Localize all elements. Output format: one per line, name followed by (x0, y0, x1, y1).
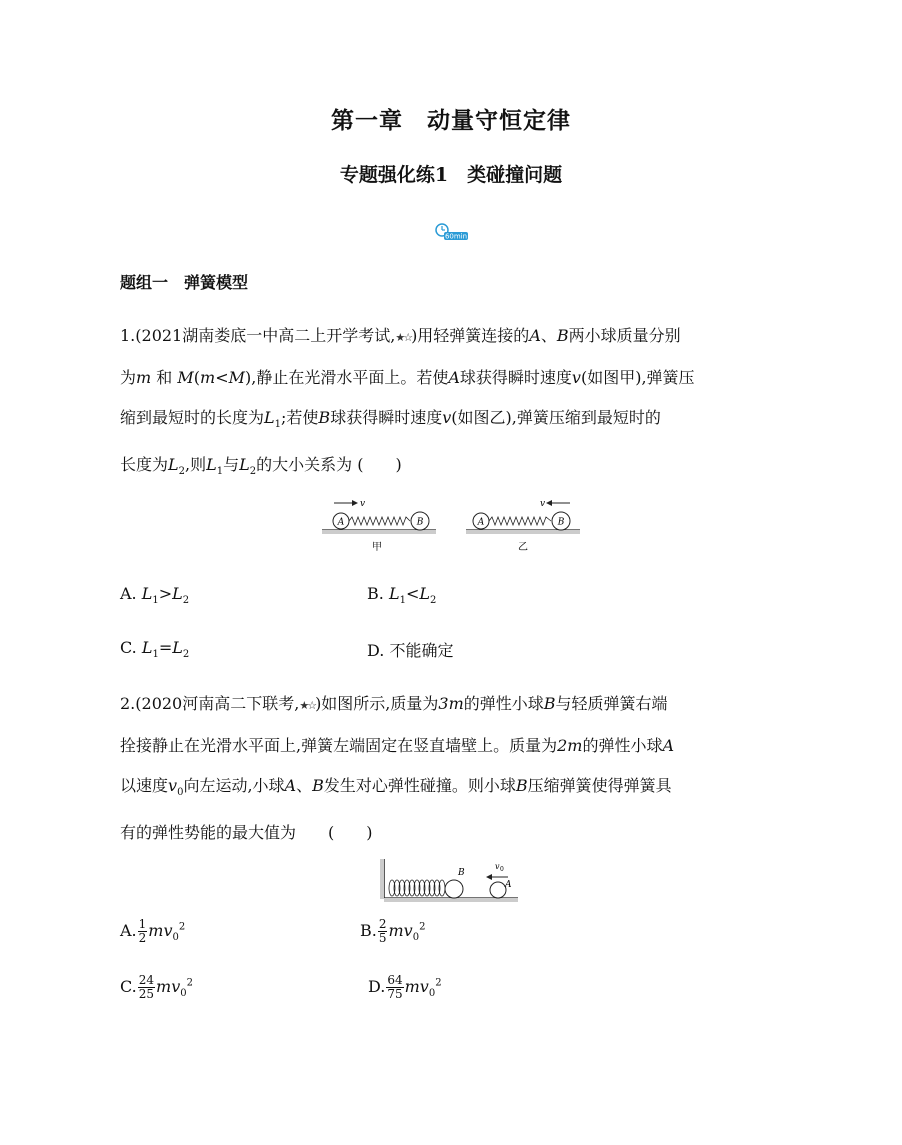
q2-line-4: 有的弹性势能的最大值为 ( ) (120, 823, 373, 843)
section-subtitle: 专题强化练1 类碰撞问题 (339, 164, 563, 186)
timer-badge (435, 222, 469, 244)
q1-option-b[interactable]: B. $L_1<L_2$ (367, 584, 437, 607)
svg-text:B: B (416, 517, 424, 528)
q2-option-d[interactable]: D. $\frac{64}{75}$ $mv_0^2$ (368, 973, 442, 1001)
q2-line-2: 拴接静止在光滑水平面上,弹簧左端固定在竖直墙壁上。质量为2m的弹性小球A (120, 736, 675, 755)
q1-figure (318, 495, 588, 557)
svg-text:A: A (477, 517, 485, 528)
q1-line-4: 长度为$L_2$,则$L_1$与$L_2$的大小关系为 ( ) (120, 455, 402, 478)
svg-text:A: A (505, 880, 512, 890)
q2-option-a[interactable]: A. $\frac{1}{2}$ $mv_0^2$ (120, 917, 186, 945)
timer-text: 60min (444, 232, 468, 240)
figure-yi (466, 499, 580, 553)
q1-option-c[interactable]: C. $L_1=L_2$ (120, 638, 190, 661)
svg-text:v: v (360, 499, 366, 509)
group-title: 题组一 弹簧模型 (120, 273, 249, 292)
figure-label-jia: 甲 (372, 542, 382, 553)
q1-line-2: 为m 和 M(m<M),静止在光滑水平面上。若使A球获得瞬时速度v(如图甲),弹簧压 (120, 368, 695, 387)
svg-text:B: B (557, 517, 565, 528)
question-2-text (120, 684, 800, 853)
q2-figure (378, 855, 523, 903)
q2-option-b[interactable]: B. $\frac{2}{5}$ $mv_0^2$ (360, 917, 426, 945)
figure-jia (322, 499, 436, 553)
question-1-text (120, 316, 800, 492)
q1-line-3: 缩到最短时的长度为$L_1$;若使B球获得瞬时速度v(如图乙),弹簧压缩到最短时的 (120, 408, 661, 431)
svg-text:A: A (337, 517, 345, 528)
q2-option-c[interactable]: C. $\frac{24}{25}$ $mv_0^2$ (120, 973, 194, 1001)
svg-text:0: 0 (500, 866, 504, 873)
q1-option-d[interactable]: D. 不能确定 (367, 641, 454, 660)
q1-line-1: 1.(2021湖南娄底一中高二上开学考试,★☆)用轻弹簧连接的A、B两小球质量分别 (120, 326, 681, 345)
q1-option-a[interactable]: A. $L_1>L_2$ (120, 584, 190, 607)
chapter-title: 第一章 动量守恒定律 (331, 107, 571, 134)
q2-line-1: 2.(2020河南高二下联考,★☆)如图所示,质量为3m的弹性小球B与轻质弹簧右端 (120, 694, 668, 713)
q2-line-3: 以速度$v_0$向左运动,小球A、B发生对心弹性碰撞。则小球B压缩弹簧使得弹簧具 (120, 776, 672, 799)
clock-icon (435, 222, 469, 240)
svg-text:v: v (540, 499, 546, 509)
svg-text:v: v (495, 862, 500, 871)
difficulty-stars-icon: ★☆ (299, 699, 316, 712)
svg-text:B: B (458, 868, 465, 878)
figure-label-yi: 乙 (518, 542, 528, 553)
difficulty-stars-icon: ★☆ (395, 331, 412, 344)
coil-spring (389, 880, 445, 896)
